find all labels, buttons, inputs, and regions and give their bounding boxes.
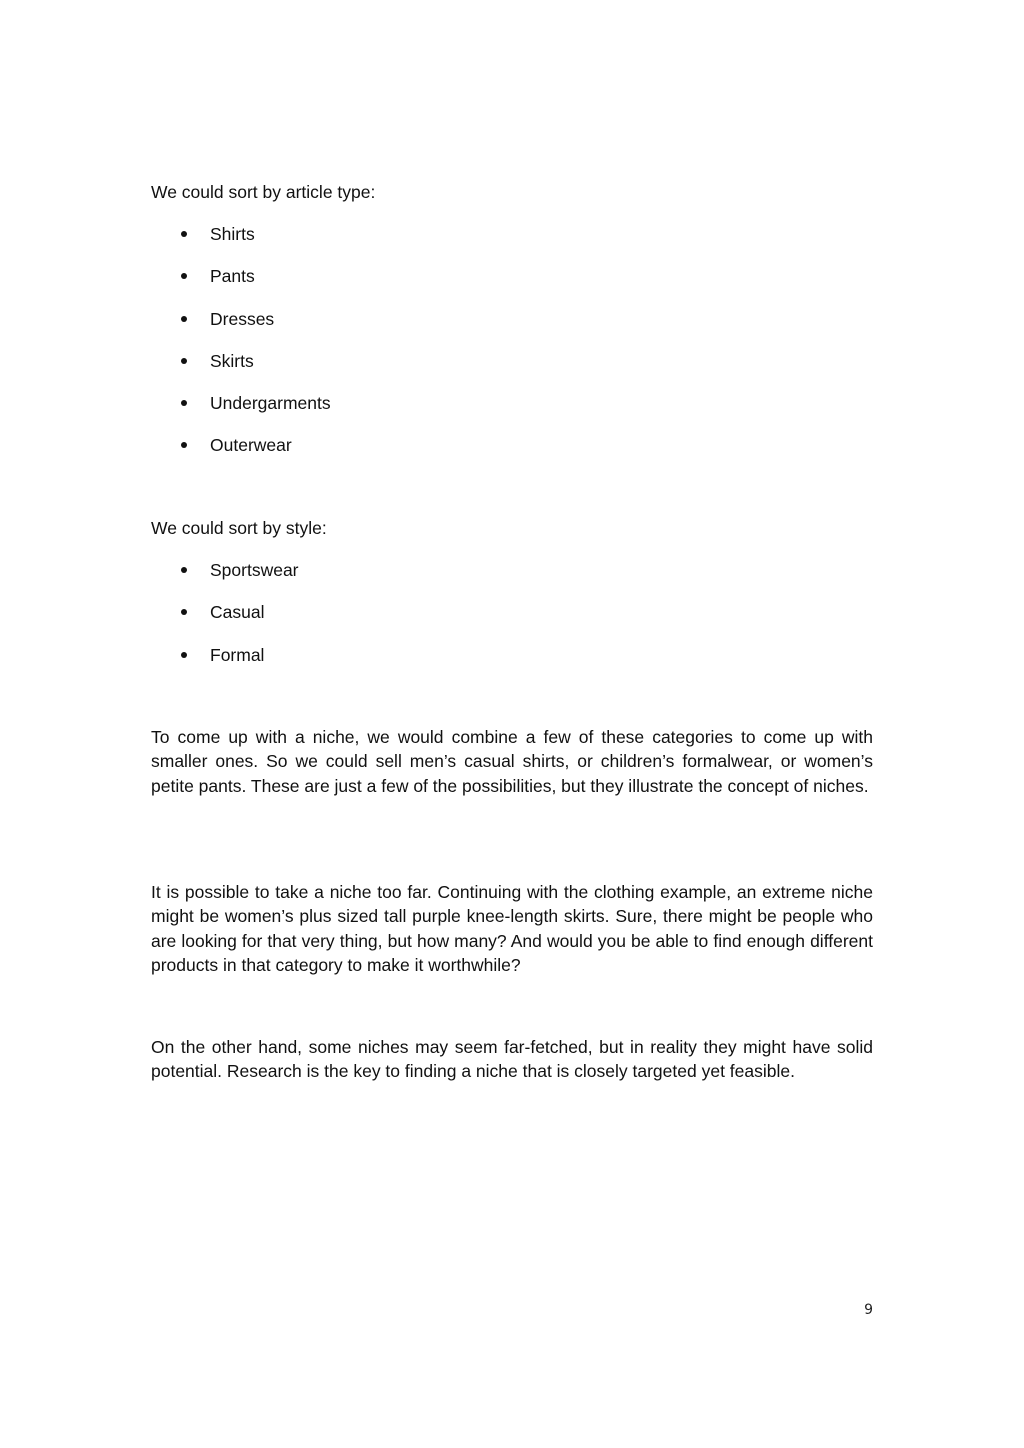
list-item-label: Casual <box>210 602 265 623</box>
list-item-label: Pants <box>210 266 255 287</box>
bullet-icon <box>181 652 187 658</box>
article-type-intro: We could sort by article type: <box>151 182 376 202</box>
page-number: 9 <box>864 1302 873 1318</box>
style-intro: We could sort by style: <box>151 518 327 538</box>
niche-combination-paragraph: To come up with a niche, we would combine a few of these categories to come up with smaller ones. So we could sell men’s casual shirts, or children’s formalwear, or women’s petite pants. These are just a few of the possibilities, but they illustrate the concept of niches. <box>151 727 873 796</box>
niche-research-paragraph: On the other hand, some niches may seem far-fetched, but in reality they might have solid potential. Research is the key to finding a niche that is closely targeted yet feasible. <box>151 1037 873 1082</box>
bullet-icon <box>181 609 187 615</box>
bullet-icon <box>181 358 187 364</box>
list-item-label: Formal <box>210 644 265 665</box>
niche-too-far-paragraph: It is possible to take a niche too far. Continuing with the clothing example, an extreme niche might be women’s plus sized tall purple knee-length skirts. Sure, there might be people who are looking for that very thing, but how many? And would you be able to find enough different products in that category to make it worthwhile? <box>151 882 873 975</box>
list-item-label: Outerwear <box>210 435 292 456</box>
bullet-icon <box>181 231 187 237</box>
list-item-label: Skirts <box>210 350 254 371</box>
bullet-icon <box>181 273 187 279</box>
bullet-icon <box>181 400 187 406</box>
list-item-label: Undergarments <box>210 393 331 414</box>
list-item-label: Shirts <box>210 224 255 244</box>
bullet-icon <box>181 567 187 573</box>
list-item-label: Dresses <box>210 308 275 329</box>
list-item-label: Sportswear <box>210 560 299 580</box>
bullet-icon <box>181 442 187 448</box>
bullet-icon <box>181 316 187 322</box>
